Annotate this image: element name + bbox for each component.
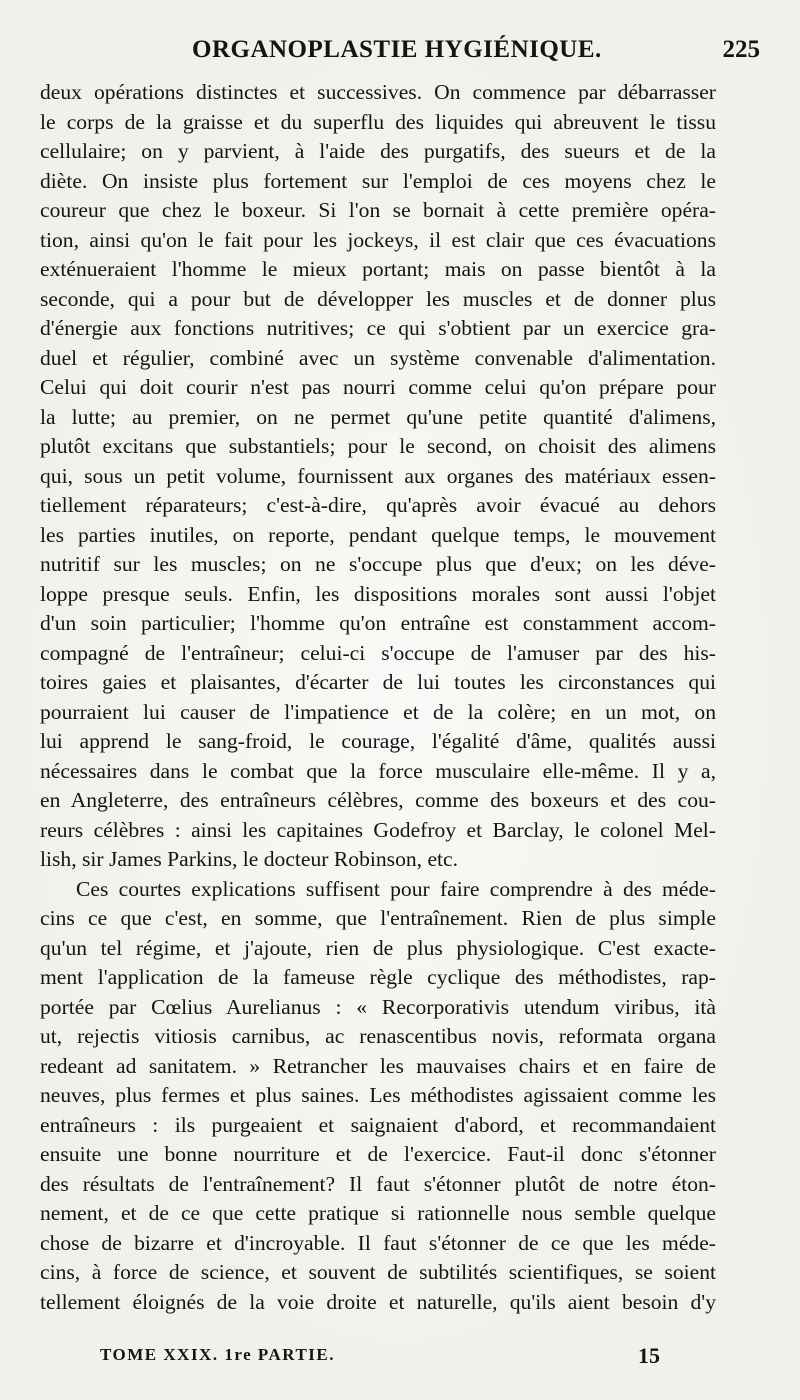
paragraph-end-line: lish, sir James Parkins, le docteur Robinson, etc. xyxy=(40,847,459,871)
running-header xyxy=(40,30,760,70)
page-number: 225 xyxy=(722,36,760,63)
text-line: neuves, plus fermes et plus saines. Les méthodistes agissaient comme les xyxy=(40,1083,716,1107)
body-text xyxy=(40,78,716,1317)
text-line: lui apprend le sang-froid, le courage, l'égalité d'âme, qualités aussi xyxy=(40,729,716,753)
text-line: entraîneurs : ils purgeaient et saignaient d'abord, et recommandaient xyxy=(40,1112,716,1137)
running-title: ORGANOPLASTIE HYGIÉNIQUE. xyxy=(192,36,602,63)
page-footer xyxy=(100,1345,660,1375)
text-line: compagné de l'entraîneur; celui-ci s'occupe de l'amuser par des his- xyxy=(40,640,716,665)
text-line: reurs célèbres : ainsi les capitaines Godefroy et Barclay, le colonel Mel- xyxy=(40,817,716,842)
text-line: toires gaies et plaisantes, d'écarter de lui toutes les circonstances qui xyxy=(40,670,716,694)
text-line: tion, ainsi qu'on le fait pour les jockeys, il est clair que ces évacuations xyxy=(40,227,716,252)
text-line: le corps de la graisse et du superflu des liquides qui abreuvent le tissu xyxy=(40,109,716,134)
text-line: pourraient lui causer de l'impatience et de la colère; en un mot, on xyxy=(40,699,716,724)
text-line: nutritif sur les muscles; on ne s'occupe plus que d'eux; on les déve- xyxy=(40,552,716,576)
text-line: ut, rejectis vitiosis carnibus, ac renascentibus novis, reformata organa xyxy=(40,1024,716,1048)
text-line: la lutte; au premier, on ne permet qu'une petite quantité d'alimens, xyxy=(40,404,716,429)
text-line: loppe presque seuls. Enfin, les dispositions morales sont aussi l'objet xyxy=(40,581,716,606)
text-line: des résultats de l'entraînement? Il faut s'étonner plutôt de notre éton- xyxy=(40,1171,716,1196)
text-line: tiellement réparateurs; c'est-à-dire, qu'après avoir évacué au dehors xyxy=(40,493,716,517)
text-line: nécessaires dans le combat que la force musculaire elle-même. Il y a, xyxy=(40,758,716,783)
text-line: duel et régulier, combiné avec un système convenable d'alimentation. xyxy=(40,345,716,370)
text-line: ensuite une bonne nourriture et de l'exercice. Faut-il donc s'étonner xyxy=(40,1142,716,1166)
text-line: Celui qui doit courir n'est pas nourri comme celui qu'on prépare pour xyxy=(40,375,716,399)
text-line: d'énergie aux fonctions nutritives; ce qui s'obtient par un exercice gra- xyxy=(40,316,716,340)
text-line: tellement éloignés de la voie droite et naturelle, qu'ils aient besoin d'y xyxy=(40,1289,716,1314)
text-line: redeant ad sanitatem. » Retrancher les mauvaises chairs et en faire de xyxy=(40,1053,716,1078)
text-line: nement, et de ce que cette pratique si rationnelle nous semble quelque xyxy=(40,1201,716,1225)
text-line: ment l'application de la fameuse règle cyclique des méthodistes, rap- xyxy=(40,965,716,989)
text-line: chose de bizarre et d'incroyable. Il faut s'étonner de ce que les méde- xyxy=(40,1230,716,1255)
text-line: qu'un tel régime, et j'ajoute, rien de plus physiologique. C'est exacte- xyxy=(40,935,716,960)
text-line: qui, sous un petit volume, fournissent aux organes des matériaux essen- xyxy=(40,463,716,488)
text-line: d'un soin particulier; l'homme qu'on entraîne est constamment accom- xyxy=(40,611,716,635)
text-line: coureur que chez le boxeur. Si l'on se bornait à cette première opéra- xyxy=(40,198,716,222)
text-line: diète. On insiste plus fortement sur l'emploi de ces moyens chez le xyxy=(40,168,716,193)
text-line: en Angleterre, des entraîneurs célèbres, comme des boxeurs et des cou- xyxy=(40,788,716,812)
sheet-number: 15 xyxy=(638,1343,660,1368)
text-line: cins ce que c'est, en somme, que l'entraînement. Rien de plus simple xyxy=(40,906,716,930)
signature-mark: TOME XXIX. 1re PARTIE. xyxy=(100,1345,335,1364)
text-line: cins, à force de science, et souvent de subtilités scientifiques, se soient xyxy=(40,1260,716,1284)
text-line: portée par Cœlius Aurelianus : « Recorporativis utendum viribus, ità xyxy=(40,994,716,1019)
text-line: deux opérations distinctes et successives. On commence par débarrasser xyxy=(40,80,716,104)
text-line: exténueraient l'homme le mieux portant; mais on passe bientôt à la xyxy=(40,257,716,281)
text-line: seconde, qui a pour but de développer les muscles et de donner plus xyxy=(40,286,716,311)
paragraph-start-line: Ces courtes explications suffisent pour faire comprendre à des méde- xyxy=(76,876,716,901)
text-line: plutôt excitans que substantiels; pour le second, on choisit des alimens xyxy=(40,434,716,458)
text-line: cellulaire; on y parvient, à l'aide des purgatifs, des sueurs et de la xyxy=(40,139,716,163)
text-line: les parties inutiles, on reporte, pendant quelque temps, le mouvement xyxy=(40,522,716,547)
